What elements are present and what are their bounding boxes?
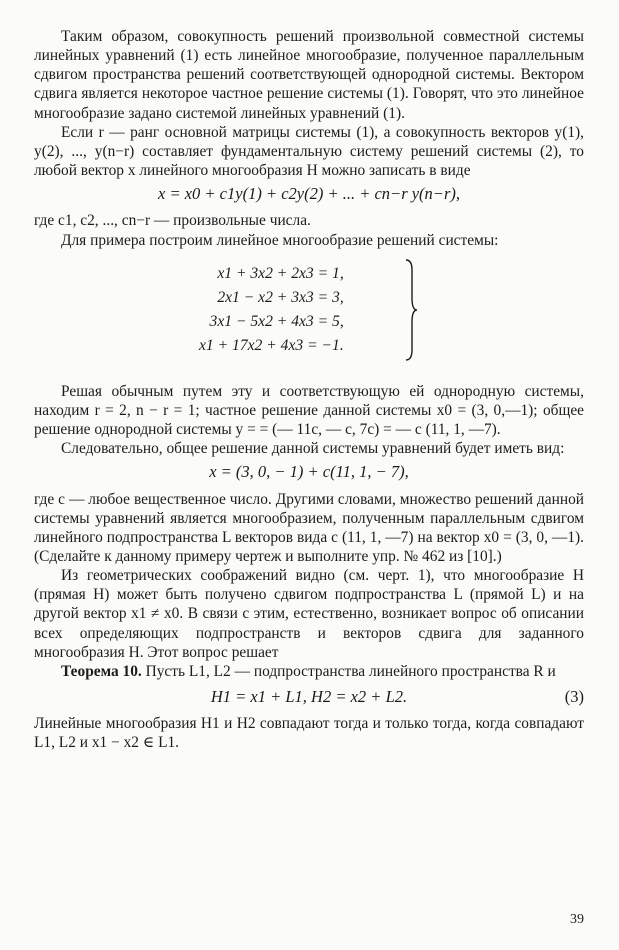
system-equations [199,262,344,358]
theorem-text: Пусть L1, L2 — подпространства линейного пространства R и [145,662,556,680]
equation-system [34,262,584,362]
formula-particular-solution: x = (3, 0, − 1) + c(11, 1, − 7), [209,462,409,482]
system-equation: 2x1 − x2 + 3x3 = 3, [217,288,344,306]
formula-3-body: H1 = x1 + L1, H2 = x2 + L2. [210,687,408,707]
paragraph-9: Линейные многообразия H1 и H2 совпадают тогда и только тогда, когда совпадают L1, L2 и x1 − x2 ∈ L1. [34,715,584,752]
paragraph-2: Если r — ранг основной матрицы системы (1), а совокупность векторов y(1), y(2), ..., y(n−r) составляет фундаментальную систему решений системы (2), то любой вектор x линейного многообразия H можно записать в виде [34,123,584,180]
formula-general-solution: x = x0 + c1y(1) + c2y(2) + ... + cn−r y(n−r), [158,184,460,204]
paragraph-1: Таким образом, совокупность решений произвольной совместной системы линейных уравнений (1) есть линейное многообразие, полученное параллельным сдвигом пространства решений соответствующей однородной системы. Вектором сдвига является некоторое частное решение системы (1). Говорят, что это линейное многообразие задано системой линейных уравнений (1). [34,28,584,122]
formula-3-number: (3) [564,687,584,707]
system-equation: x1 + 3x2 + 2x3 = 1, [217,264,344,282]
page-text [34,27,584,753]
system-equation: 3x1 − 5x2 + 4x3 = 5, [209,312,344,330]
paragraph-6: Следовательно, общее решение данной системы уравнений будет иметь вид: [61,440,565,458]
paragraph-5: Решая обычным путем эту и соответствующую ей однородную системы, находим r = 2, n − r = 1; частное решение данной системы x0 = (3, 0,—1); общее решение однородной системы y = = (— 11c, — c, 7c) = — c (11, 1, —7). [34,382,584,439]
paragraph-4: Для примера построим линейное многообразие решений системы: [61,231,499,249]
page-number: 39 [570,912,584,927]
system-equation: x1 + 17x2 + 4x3 = −1. [199,336,344,354]
paragraph-7: где c — любое вещественное число. Другими словами, множество решений данной системы уравнений является многообразием, полученным параллельным сдвигом линейного подпространства L векторов вида c (11, 1, —7) на вектор x0 = (3, 0, —1). (Сделайте к данному примеру чертеж и выполните упр. № 462 из [10].) [34,490,584,565]
paragraph-8: Из геометрических соображений видно (см. черт. 1), что многообразие H (прямая H) может быть получено сдвигом подпространства L (прямой L) и на другой вектор x1 ≠ x0. В связи с этим, естественно, возникает вопрос об описании всех определяющих подпространств и векторов сдвига для заданного многообразия H. Этот вопрос решает [34,567,584,661]
theorem-label: Теорема 10. [61,662,142,680]
right-brace-icon [404,258,418,362]
theorem-paragraph [34,662,584,681]
formula-3 [34,687,584,706]
paragraph-3: где c1, c2, ..., cn−r — произвольные числа. [34,212,311,230]
